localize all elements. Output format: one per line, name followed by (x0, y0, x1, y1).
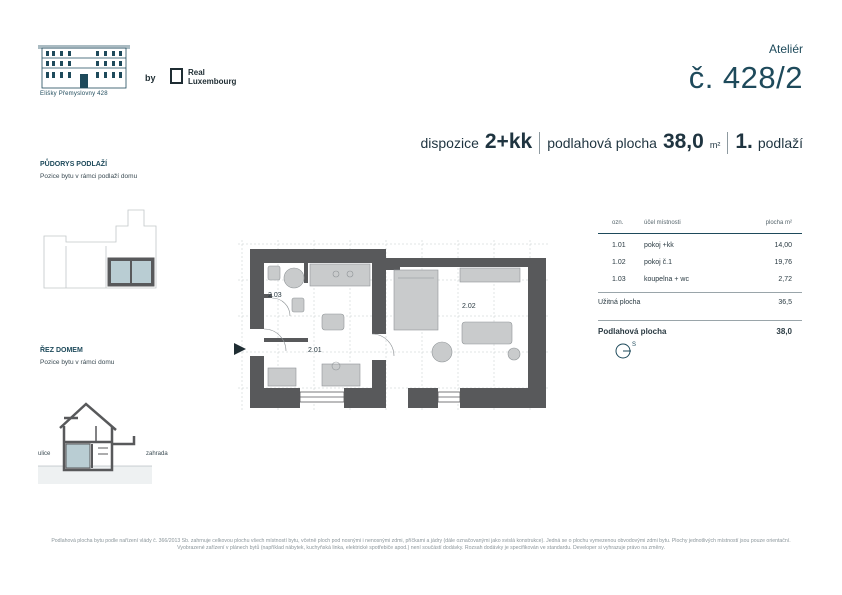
partner-name-line2: Luxembourg (188, 77, 237, 86)
legal-footnote: Podlahová plocha bytu podle nařízení vlády č. 366/2013 Sb. zahrnuje celkovou plochu všech místností bytu, včetně ploch pod nosnými i nenosnými zdmi, příčkami a jádry (dále označovanými jako svislá konstrukce). Jedná se o plochu vymezenou obvodovými zdmi bytu. Plochy jednotlivých místností jsou pouze orientační. Vyobrazené zařízení v plánech bytů (například nábytek, kuchyňská linka, elektrické spotřebiče apod.) není součástí dodávky. Rozsah dodávky je specifikován ve standardu. Developer si vyhrazuje právo na změny. (51, 538, 791, 552)
unit-type: Ateliér (768, 42, 803, 56)
col-code-header: ozn. (612, 220, 624, 226)
real-luxembourg-logo-icon (170, 68, 183, 84)
compass-icon (614, 341, 640, 361)
partner-logo-text (188, 68, 236, 86)
by-label: by (145, 73, 156, 83)
floor-area-label: Podlahová plocha (598, 327, 667, 336)
building-facade-icon (38, 44, 130, 90)
plocha-value: 38,0 (662, 130, 704, 153)
usable-area-value: 36,5 (778, 299, 792, 306)
room-area: 2,72 (778, 276, 792, 283)
building-section-drawing (38, 396, 152, 484)
plocha-label: podlahová plocha (547, 135, 657, 151)
room-label-201: 2.01 (308, 347, 322, 354)
unit-number: č. 428/2 (688, 60, 803, 95)
table-row (598, 259, 802, 276)
floor-area-value: 38,0 (776, 327, 792, 336)
table-header (598, 220, 802, 234)
table-row (598, 242, 802, 259)
room-name: koupelna + wc (644, 276, 689, 283)
cut-section-title: ŘEZ DOMEM (40, 347, 83, 354)
usable-area-label: Užitná plocha (598, 299, 641, 306)
compass-label: S (632, 342, 637, 348)
dispozice-label: dispozice (420, 135, 479, 151)
garden-label: zahrada (146, 451, 168, 457)
col-area-header: plocha m² (765, 220, 792, 226)
unit-summary (421, 130, 804, 156)
cut-section-subtitle: Pozice bytu v rámci domu (40, 359, 115, 366)
col-purpose-header: účel místnosti (644, 220, 681, 226)
floor-section-title: PŮDORYS PODLAŽÍ (40, 161, 108, 168)
floor-key-plan-drawing (36, 206, 160, 290)
floor-section-subtitle: Pozice bytu v rámci podlaží domu (40, 173, 138, 180)
room-label-202: 2.02 (462, 303, 476, 310)
floor-plan-drawing (232, 234, 552, 414)
room-code: 1.02 (612, 259, 626, 266)
street-label: ulice (38, 451, 51, 457)
podlazi-value: 1. (735, 130, 753, 153)
partner-name-line1: Real (188, 68, 205, 77)
project-caption: Elišky Přemyslovny 428 (40, 91, 108, 97)
room-area: 14,00 (774, 242, 792, 249)
room-code: 1.03 (612, 276, 626, 283)
dispozice-value: 2+kk (484, 130, 533, 153)
podlazi-label: podlaží (757, 135, 803, 151)
entrance-arrow-icon (234, 343, 246, 355)
room-label-203: 2.03 (268, 292, 282, 299)
project-logo (38, 44, 130, 90)
room-area: 19,76 (774, 259, 792, 266)
room-name: pokoj +kk (644, 242, 674, 249)
rooms-table (598, 220, 802, 345)
divider (539, 132, 540, 154)
divider (727, 132, 728, 154)
floor-key-plan (36, 206, 160, 290)
floor-plan (232, 234, 552, 414)
table-row (598, 276, 802, 293)
compass (614, 341, 640, 361)
usable-area-row (598, 299, 802, 321)
building-cut-icon (38, 396, 152, 484)
room-name: pokoj č.1 (644, 259, 673, 266)
plocha-unit: m² (709, 140, 721, 150)
room-code: 1.01 (612, 242, 626, 249)
